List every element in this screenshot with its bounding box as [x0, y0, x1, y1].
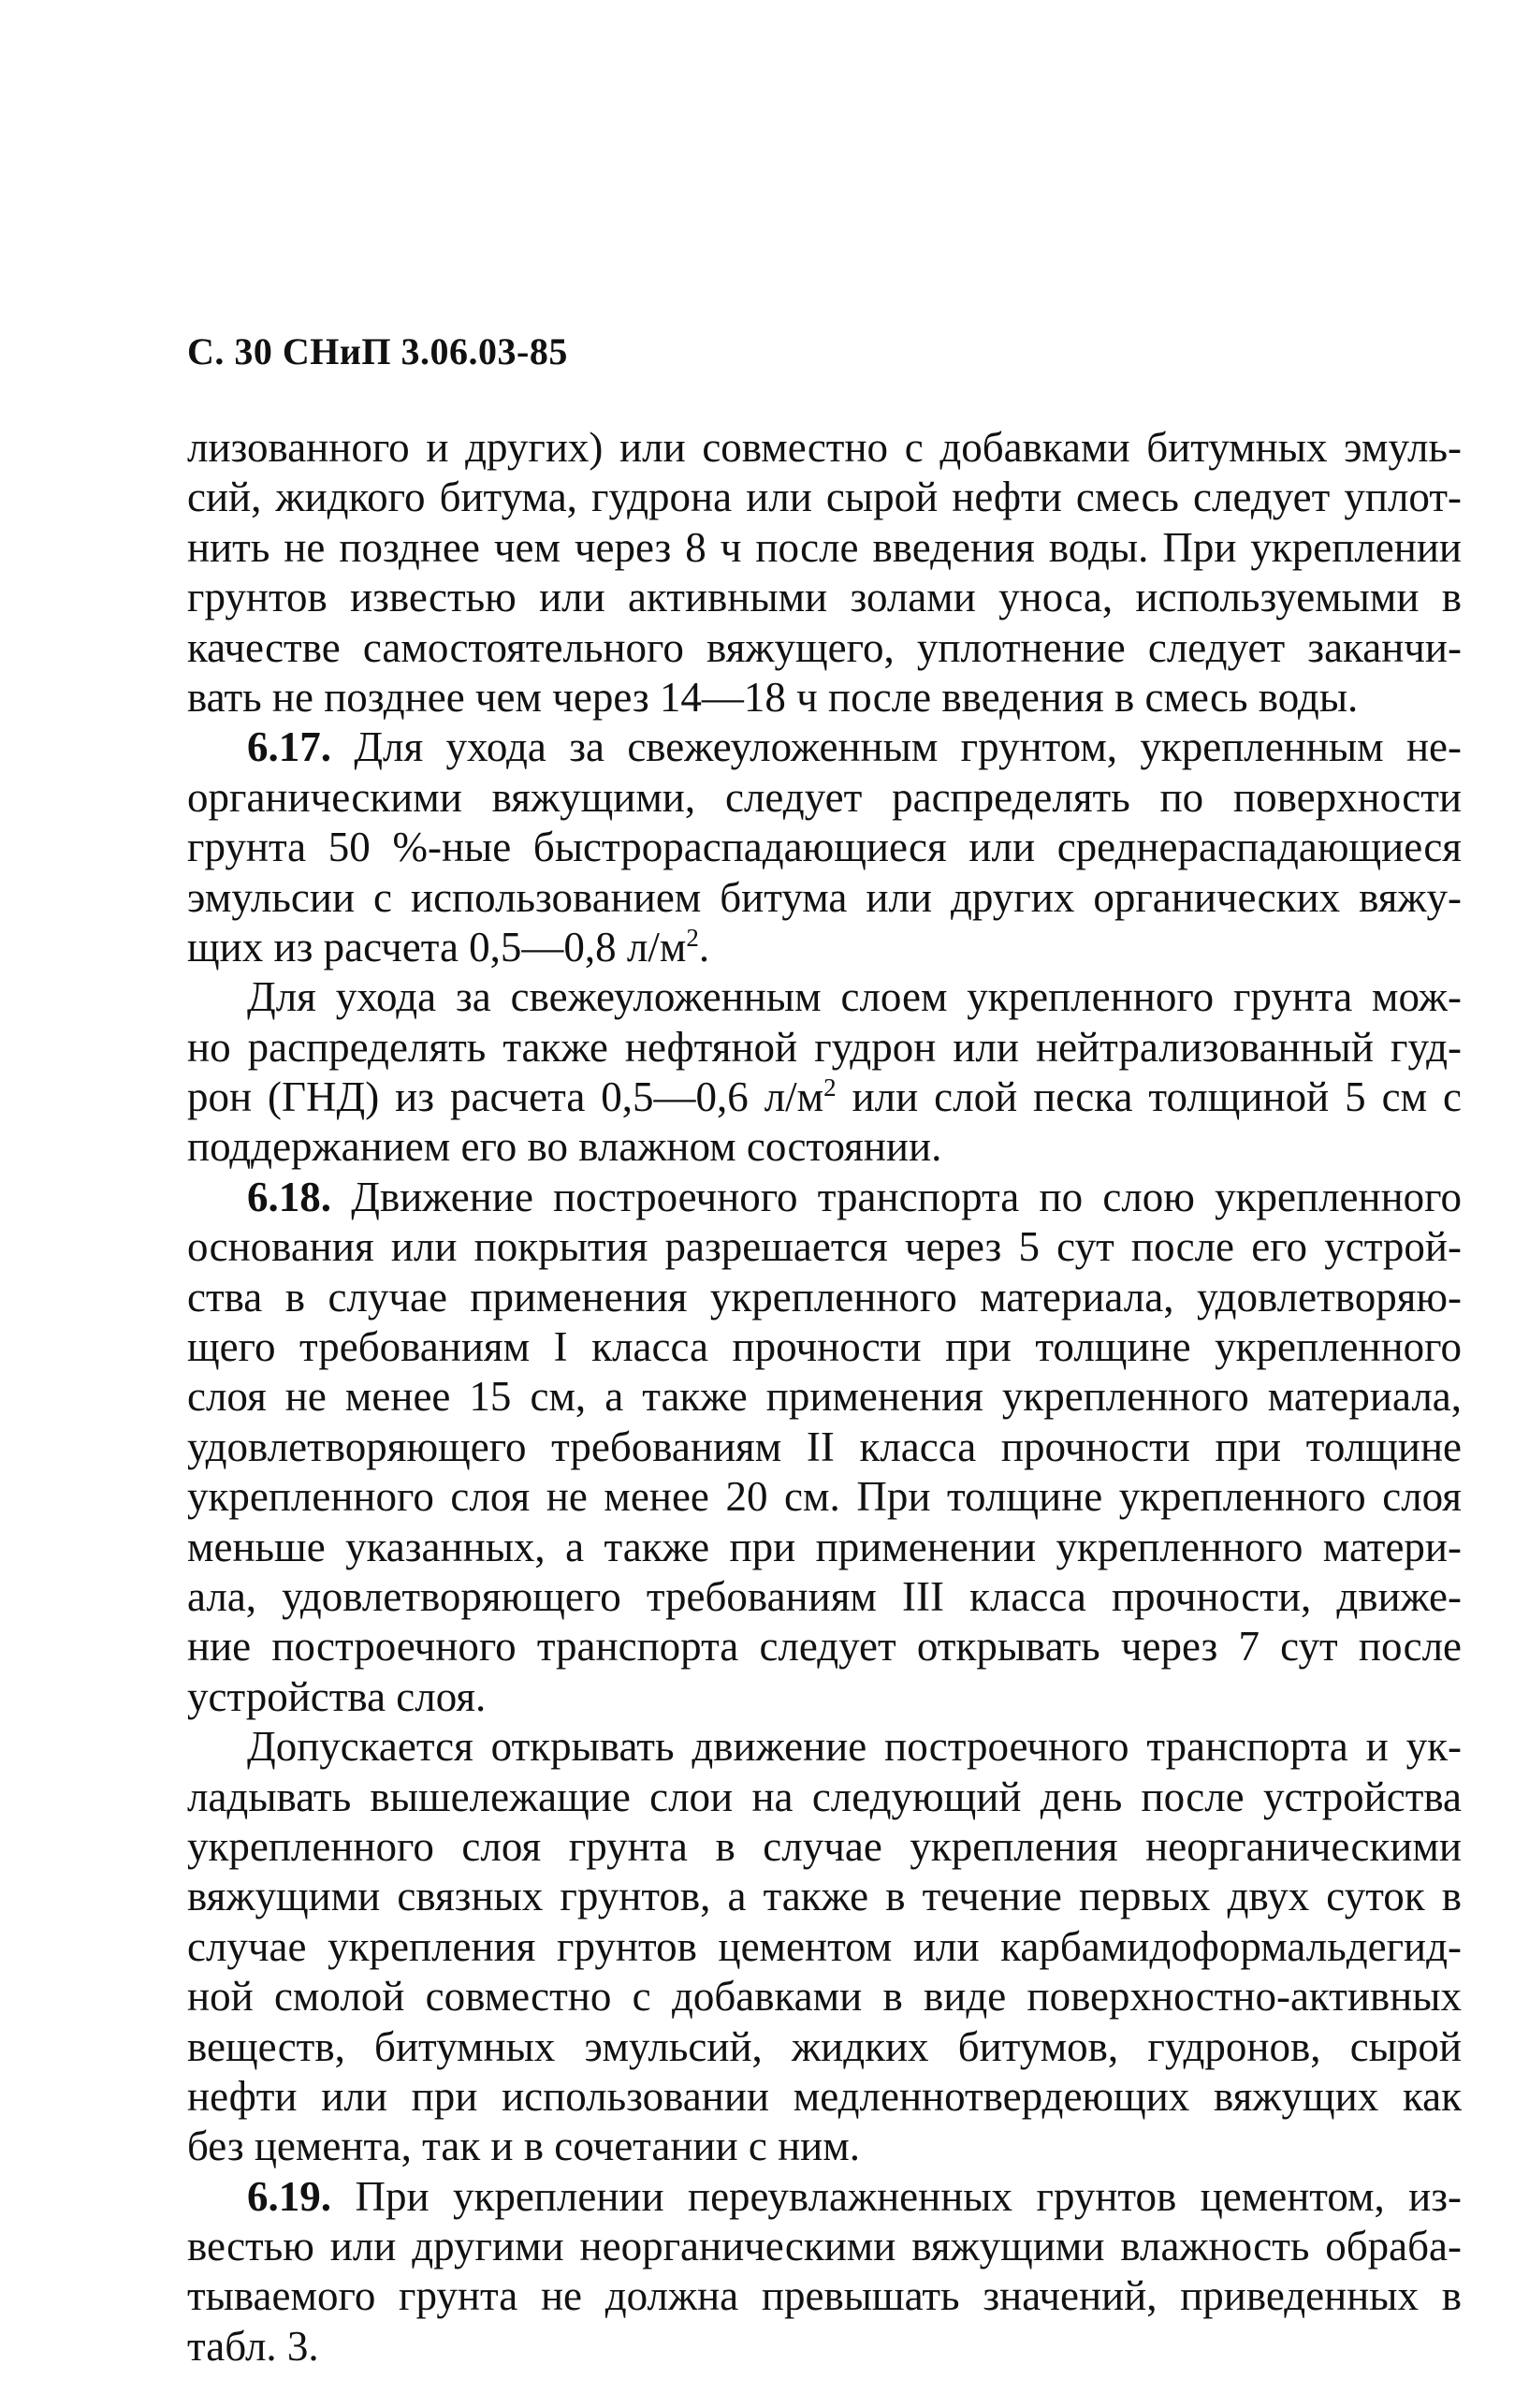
- text-line: [187, 1222, 1462, 1272]
- text-line: [187, 722, 1462, 772]
- line-text: веществ, битумных эмульсий, жидких битумов, гудронов, сырой: [187, 2022, 1462, 2070]
- line-text: основания или покрытия разрешается через 5 сут после его устрой-: [187, 1223, 1462, 1271]
- text-line: [187, 1322, 1462, 1372]
- text-line: [187, 423, 1462, 473]
- text-line: [187, 2022, 1462, 2072]
- text-line: [187, 1073, 1462, 1122]
- line-text: щих из расчета 0,5—0,8 л/м: [187, 923, 687, 970]
- text-line: [187, 1273, 1462, 1322]
- clause-number: 6.19.: [247, 2172, 331, 2220]
- line-text: ства в случае применения укрепленного материала, удовлетворяю-: [187, 1273, 1462, 1321]
- line-text: но распределять также нефтяной гудрон или нейтрализованный гуд-: [187, 1023, 1462, 1071]
- line-text: тываемого грунта не должна превышать значений, приведенных в: [187, 2272, 1462, 2320]
- text-line: [187, 1622, 1462, 1671]
- line-text: качестве самостоятельного вяжущего, уплотнение следует заканчи-: [187, 623, 1462, 671]
- text-line: [187, 773, 1462, 823]
- text-line: [187, 1773, 1462, 1822]
- clause-number: 6.18.: [247, 1173, 331, 1220]
- line-text: грунта 50 %-ные быстрораспадающиеся или среднераспадающиеся: [187, 824, 1462, 871]
- line-text: поддержанием его во влажном состоянии.: [187, 1123, 942, 1171]
- line-text: При укреплении переувлажненных грунтов цементом, из-: [355, 2172, 1463, 2220]
- line-text: удовлетворяющего требованиям II класса прочности при толщине: [187, 1423, 1462, 1470]
- line-text: рон (ГНД) из расчета 0,5—0,6 л/м: [187, 1073, 824, 1121]
- line-text: органическими вяжущими, следует распределять по поверхности: [187, 773, 1462, 821]
- line-text: вать не позднее чем через 14—18 ч после введения в смесь воды.: [187, 673, 1359, 721]
- text-line: [187, 1173, 1462, 1222]
- text-line: [187, 1472, 1462, 1522]
- line-text: слоя не менее 15 см, а также применения укрепленного материала,: [187, 1373, 1462, 1421]
- line-text: ние построечного транспорта следует открывать через 7 сут после: [187, 1623, 1462, 1671]
- line-text: сий, жидкого битума, гудрона или сырой нефти смесь следует уплот-: [187, 474, 1462, 521]
- superscript: 2: [686, 923, 699, 952]
- text-line: [187, 673, 1462, 722]
- text-line: [187, 2172, 1462, 2222]
- text-line: [187, 1372, 1462, 1422]
- line-text: меньше указанных, а также при применении укрепленного матери-: [187, 1523, 1462, 1570]
- text-line: [187, 1822, 1462, 1872]
- line-text: укрепленного слоя грунта в случае укрепления неорганическими: [187, 1822, 1462, 1870]
- line-text: эмульсии с использованием битума или других органических вяжу-: [187, 873, 1462, 921]
- line-text: лизованного и других) или совместно с добавками битумных эмуль-: [187, 424, 1462, 471]
- text-line: [187, 2222, 1462, 2271]
- text-line: [187, 923, 1462, 972]
- line-text: Движение построечного транспорта по слою укрепленного: [351, 1173, 1463, 1220]
- text-line: [187, 623, 1462, 673]
- text-line: [187, 1423, 1462, 1472]
- line-text: укрепленного слоя не менее 20 см. При толщине укрепленного слоя: [187, 1473, 1462, 1521]
- line-text: устройства слоя.: [187, 1672, 487, 1720]
- line-text-continuation: .: [698, 923, 710, 970]
- text-line: [187, 1672, 1462, 1722]
- text-line: [187, 1922, 1462, 1972]
- line-text: нефти или при использовании медленнотвердеющих вяжущих как: [187, 2072, 1462, 2120]
- text-line: [187, 823, 1462, 872]
- text-line: [187, 2072, 1462, 2122]
- line-text: нить не позднее чем через 8 ч после введения воды. При укреплении: [187, 523, 1462, 571]
- text-line: [187, 2322, 1462, 2372]
- page-header: С. 30 СНиП 3.06.03-85: [187, 330, 568, 372]
- text-line: [187, 2122, 1462, 2171]
- line-text-continuation: или слой песка толщиной 5 см с: [836, 1073, 1462, 1121]
- text-line: [187, 573, 1462, 622]
- line-text: ной смолой совместно с добавками в виде поверхностно-активных: [187, 1973, 1462, 2021]
- line-text: Для ухода за свежеуложенным слоем укрепленного грунта мож-: [247, 973, 1462, 1021]
- text-line: [187, 972, 1462, 1022]
- body-text: [187, 423, 1462, 2372]
- text-line: [187, 1122, 1462, 1172]
- clause-number: 6.17.: [247, 723, 331, 771]
- superscript: 2: [823, 1073, 837, 1102]
- text-line: [187, 1872, 1462, 1921]
- line-text: вестью или другими неорганическими вяжущими влажность обраба-: [187, 2223, 1462, 2270]
- text-line: [187, 473, 1462, 522]
- text-line: [187, 523, 1462, 573]
- line-text: щего требованиям I класса прочности при толщине укрепленного: [187, 1323, 1462, 1371]
- text-line: [187, 1572, 1462, 1622]
- line-text: ладывать вышележащие слои на следующий день после устройства: [187, 1773, 1462, 1820]
- line-text: Для ухода за свежеуложенным грунтом, укрепленным не-: [354, 723, 1462, 771]
- text-line: [187, 1722, 1462, 1772]
- line-text: случае укрепления грунтов цементом или карбамидоформальдегид-: [187, 1922, 1462, 1970]
- line-text: без цемента, так и в сочетании с ним.: [187, 2123, 860, 2170]
- text-line: [187, 1023, 1462, 1073]
- line-text: грунтов известью или активными золами уноса, используемыми в: [187, 574, 1462, 621]
- line-text: ала, удовлетворяющего требованиям III класса прочности, движе-: [187, 1572, 1462, 1620]
- line-text: Допускается открывать движение построечного транспорта и ук-: [247, 1723, 1462, 1771]
- text-line: [187, 2271, 1462, 2321]
- line-text: вяжущими связных грунтов, а также в течение первых двух суток в: [187, 1873, 1462, 1920]
- line-text: табл. 3.: [187, 2322, 319, 2370]
- text-line: [187, 1523, 1462, 1572]
- text-line: [187, 873, 1462, 923]
- text-line: [187, 1972, 1462, 2021]
